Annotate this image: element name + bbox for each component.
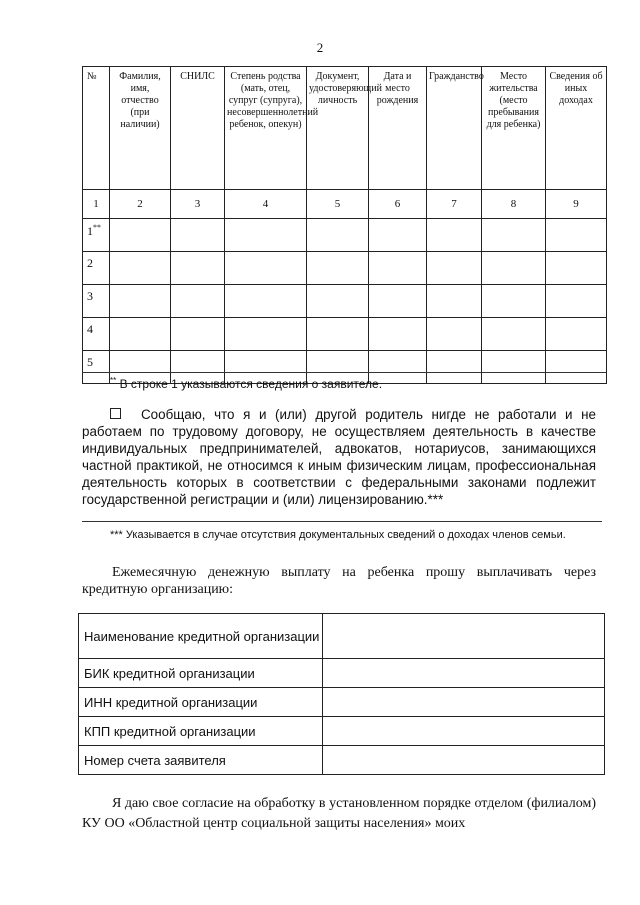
column-number: 1 xyxy=(83,190,110,219)
kpp-label: КПП кредитной организации xyxy=(79,717,323,746)
column-number: 7 xyxy=(427,190,482,219)
table-row xyxy=(79,746,605,775)
citizenship-cell[interactable] xyxy=(427,318,482,351)
column-number: 6 xyxy=(369,190,427,219)
residence-cell[interactable] xyxy=(482,252,546,285)
name-cell[interactable] xyxy=(110,252,171,285)
column-number: 5 xyxy=(307,190,369,219)
table-row xyxy=(83,252,607,285)
footnote-text: В строке 1 указываются сведения о заявителе. xyxy=(116,377,383,391)
row-number: 4 xyxy=(87,322,93,336)
column-numbers-row xyxy=(83,190,607,219)
row-number-cell xyxy=(83,351,110,384)
declaration-checkbox[interactable] xyxy=(110,408,121,419)
citizenship-cell[interactable] xyxy=(427,351,482,384)
document-cell[interactable] xyxy=(307,318,369,351)
table-row xyxy=(79,717,605,746)
table-row xyxy=(83,318,607,351)
header-snils: СНИЛС xyxy=(171,67,225,190)
header-full-name: Фамилия, имя, отчество (при наличии) xyxy=(110,67,171,190)
footnote-mark: ** xyxy=(110,376,117,385)
table-header-row xyxy=(83,67,607,190)
bank-name-label: Наименование кредитной организации xyxy=(79,614,323,659)
birth-cell[interactable] xyxy=(369,285,427,318)
snils-cell[interactable] xyxy=(171,252,225,285)
residence-cell[interactable] xyxy=(482,285,546,318)
table-row xyxy=(83,285,607,318)
footnote-applicant xyxy=(110,376,382,391)
bank-name-field[interactable] xyxy=(323,614,605,659)
residence-cell[interactable] xyxy=(482,318,546,351)
row-number-cell xyxy=(83,318,110,351)
consent-paragraph: Я даю свое согласие на обработку в установленном порядке отделом (филиалом) КУ ОО «Областной центр социальной защиты населения» моих xyxy=(82,796,596,831)
residence-cell[interactable] xyxy=(482,219,546,252)
income-cell[interactable] xyxy=(546,219,607,252)
row-number-cell xyxy=(83,285,110,318)
relationship-cell[interactable] xyxy=(225,285,307,318)
income-cell[interactable] xyxy=(546,351,607,384)
payment-paragraph: Ежемесячную денежную выплату на ребенка прошу выплачивать через кредитную организацию: xyxy=(82,565,596,597)
kpp-field[interactable] xyxy=(323,717,605,746)
header-other-income: Сведения об иных доходах xyxy=(546,67,607,190)
name-cell[interactable] xyxy=(110,318,171,351)
column-number: 3 xyxy=(171,190,225,219)
page-number: 2 xyxy=(316,40,324,55)
row-number: 3 xyxy=(87,289,93,303)
citizenship-cell[interactable] xyxy=(427,285,482,318)
bik-field[interactable] xyxy=(323,659,605,688)
declaration-paragraph xyxy=(82,406,596,508)
table-row xyxy=(79,659,605,688)
account-number-label: Номер счета заявителя xyxy=(79,746,323,775)
document-cell[interactable] xyxy=(307,219,369,252)
header-birth-date-place: Дата и место рождения xyxy=(369,67,427,190)
header-relationship: Степень родства (мать, отец, супруг (супруга), несовершеннолетний ребенок, опекун) xyxy=(225,67,307,190)
citizenship-cell[interactable] xyxy=(427,252,482,285)
income-cell[interactable] xyxy=(546,252,607,285)
document-cell[interactable] xyxy=(307,285,369,318)
footnote-divider xyxy=(82,521,602,522)
income-cell[interactable] xyxy=(546,318,607,351)
header-id-document: Документ, удостоверяющий личность xyxy=(307,67,369,190)
column-number: 4 xyxy=(225,190,307,219)
name-cell[interactable] xyxy=(110,285,171,318)
row-number: 2 xyxy=(87,256,93,270)
snils-cell[interactable] xyxy=(171,285,225,318)
name-cell[interactable] xyxy=(110,219,171,252)
document-cell[interactable] xyxy=(307,252,369,285)
table-row xyxy=(79,614,605,659)
header-residence: Место жительства (место пребывания для ребенка) xyxy=(482,67,546,190)
relationship-cell[interactable] xyxy=(225,219,307,252)
inn-label: ИНН кредитной организации xyxy=(79,688,323,717)
footnote-income: *** Указывается в случае отсутствия документальных сведений о доходах членов семьи. xyxy=(110,529,566,541)
declaration-text: Сообщаю, что я и (или) другой родитель нигде не работали и не работаем по трудовому договору, не осуществляем деятельность в качестве индивидуальных предпринимателей, адвокатов, нотариусов, занимающихся частной практикой, не относимся к иным физическим лицам, профессиональная деятельность которых в соответствии с федеральными законами подлежит государственной регистрации и (или) лицензированию.*** xyxy=(82,407,596,507)
relationship-cell[interactable] xyxy=(225,252,307,285)
account-number-field[interactable] xyxy=(323,746,605,775)
row-number: 1 xyxy=(87,224,93,238)
row-number-cell xyxy=(83,219,110,252)
row-number: 5 xyxy=(87,355,93,369)
citizenship-cell[interactable] xyxy=(427,219,482,252)
table-row xyxy=(83,219,607,252)
column-number: 2 xyxy=(110,190,171,219)
row-number-cell xyxy=(83,252,110,285)
header-citizenship: Гражданство xyxy=(427,67,482,190)
snils-cell[interactable] xyxy=(171,219,225,252)
table-row xyxy=(79,688,605,717)
birth-cell[interactable] xyxy=(369,252,427,285)
row-footnote-mark: ** xyxy=(93,223,101,232)
bik-label: БИК кредитной организации xyxy=(79,659,323,688)
birth-cell[interactable] xyxy=(369,318,427,351)
income-cell[interactable] xyxy=(546,285,607,318)
snils-cell[interactable] xyxy=(171,318,225,351)
residence-cell[interactable] xyxy=(482,351,546,384)
column-number: 8 xyxy=(482,190,546,219)
column-number: 9 xyxy=(546,190,607,219)
bank-details-table xyxy=(78,613,605,775)
birth-cell[interactable] xyxy=(369,219,427,252)
header-number: № xyxy=(83,67,110,190)
inn-field[interactable] xyxy=(323,688,605,717)
footnote-divider xyxy=(82,372,606,373)
relationship-cell[interactable] xyxy=(225,318,307,351)
family-members-table xyxy=(82,66,607,384)
